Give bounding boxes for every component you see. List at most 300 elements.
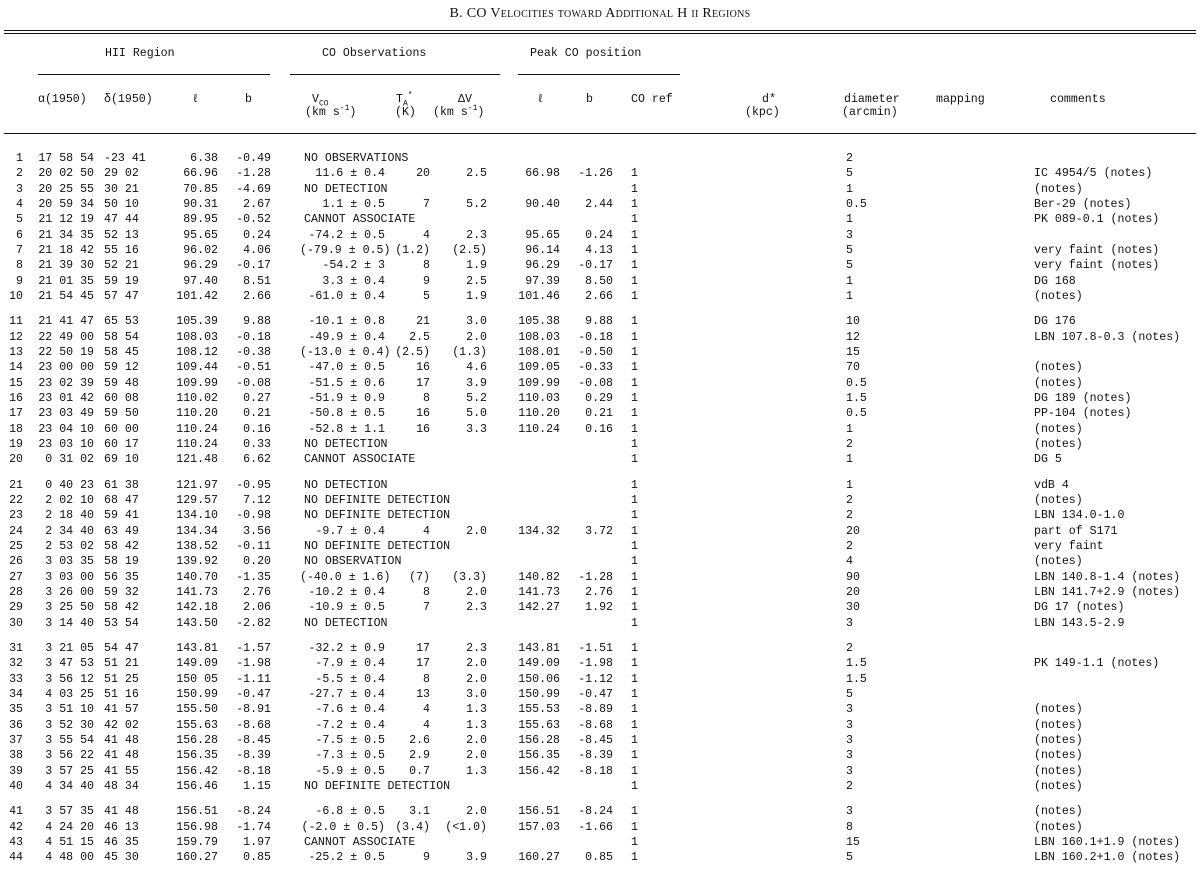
cell-n: 32 xyxy=(9,657,23,671)
cell-dv: 1.9 xyxy=(466,259,487,273)
cell-diam: 5 xyxy=(846,244,853,258)
cell-b: -0.51 xyxy=(236,361,271,375)
cell-b: 2.66 xyxy=(243,290,271,304)
cell-vco: -25.2 ± 0.5 xyxy=(308,851,385,865)
cell-ra: 21 41 47 xyxy=(38,315,94,329)
cell-ta: 4 xyxy=(423,524,430,538)
cell-com: (notes) xyxy=(1034,376,1083,390)
group-header-peak: Peak CO position xyxy=(530,47,642,60)
cell-pl: 156.28 xyxy=(518,734,560,747)
cell-pl: 150.99 xyxy=(518,687,560,701)
cell-dec: 68 47 xyxy=(104,493,139,507)
cell-ta: 17 xyxy=(416,657,430,671)
cell-l: 105.39 xyxy=(176,315,218,329)
cell-pl: 110.24 xyxy=(518,422,560,436)
cell-pb: -1.28 xyxy=(578,570,613,584)
cell-b: 4.06 xyxy=(243,244,271,258)
cell-pb: -8.24 xyxy=(578,805,613,819)
cell-n: 26 xyxy=(9,555,23,569)
cell-dv: (1.3) xyxy=(452,346,487,359)
cell-pb: -8.89 xyxy=(578,703,613,717)
col-header-dv: ΔV xyxy=(458,93,472,106)
cell-n: 8 xyxy=(16,259,23,273)
cell-pb: 3.72 xyxy=(585,524,613,538)
cell-dv: 3.0 xyxy=(466,687,487,701)
cell-pb: -1.26 xyxy=(578,167,613,181)
cell-ta: 3.1 xyxy=(409,805,430,819)
cell-pb: -0.08 xyxy=(578,376,613,390)
cell-pb: 2.66 xyxy=(585,290,613,304)
cell-n: 19 xyxy=(9,438,23,452)
cell-dec: 52 21 xyxy=(104,259,139,273)
cell-diam: 2 xyxy=(846,641,853,655)
cell-dec: 41 48 xyxy=(104,805,139,819)
cell-b: -0.98 xyxy=(236,509,271,523)
cell-com: DG 168 xyxy=(1034,274,1076,288)
cell-n: 31 xyxy=(9,641,23,655)
cell-dec: 30 21 xyxy=(104,182,139,196)
cell-dv: (2.5) xyxy=(452,244,487,258)
cell-ref: 1 xyxy=(631,555,638,569)
cell-l: 156.46 xyxy=(176,780,218,794)
cell-diam: 2 xyxy=(846,152,853,165)
cell-dv: 3.0 xyxy=(466,315,487,329)
cell-n: 35 xyxy=(9,703,23,717)
cell-ra: 22 50 19 xyxy=(38,346,94,359)
cell-com: very faint (notes) xyxy=(1034,259,1160,273)
cell-l: 134.10 xyxy=(176,509,218,523)
cell-ta: 21 xyxy=(416,315,430,329)
cell-com: LBN 107.8-0.3 (notes) xyxy=(1034,330,1181,344)
cell-b: -8.18 xyxy=(236,764,271,778)
cell-n: 25 xyxy=(9,540,23,553)
cell-ta: (2.5) xyxy=(395,346,430,359)
cell-ra: 21 54 45 xyxy=(38,290,94,304)
cell-pb: 0.85 xyxy=(585,851,613,865)
cell-ta: 9 xyxy=(423,274,430,288)
cell-ta: (3.4) xyxy=(395,820,430,834)
cell-diam: 2 xyxy=(846,780,853,794)
cell-pb: 2.44 xyxy=(585,198,613,212)
cell-pl: 97.39 xyxy=(525,274,560,288)
cell-ta: 2.9 xyxy=(409,749,430,763)
cell-ta: 17 xyxy=(416,376,430,390)
cell-vco: -51.5 ± 0.6 xyxy=(308,376,385,390)
cell-n: 36 xyxy=(9,718,23,732)
top-rule-double xyxy=(4,33,1196,34)
cell-ref: 1 xyxy=(631,330,638,344)
cell-pb: 0.16 xyxy=(585,422,613,436)
cell-pl: 155.63 xyxy=(518,718,560,732)
cell-diam: 5 xyxy=(846,851,853,865)
cell-vco: NO DEFINITE DETECTION xyxy=(304,780,451,794)
cell-l: 121.48 xyxy=(176,453,218,467)
cell-b: -0.95 xyxy=(236,478,271,492)
cell-b: -0.08 xyxy=(236,376,271,390)
cell-l: 97.40 xyxy=(183,274,218,288)
cell-n: 2 xyxy=(16,167,23,181)
cell-vco: CANNOT ASSOCIATE xyxy=(304,213,416,227)
cell-b: 0.20 xyxy=(243,555,271,569)
cell-ref: 1 xyxy=(631,641,638,655)
cell-n: 38 xyxy=(9,749,23,763)
cell-n: 41 xyxy=(9,805,23,819)
cell-diam: 15 xyxy=(846,346,860,359)
cell-n: 21 xyxy=(9,478,23,492)
cell-com: LBN 141.7+2.9 (notes) xyxy=(1034,586,1181,600)
cell-ref: 1 xyxy=(631,764,638,778)
cell-vco: -7.5 ± 0.5 xyxy=(315,734,385,747)
cell-com: PK 149-1.1 (notes) xyxy=(1034,657,1160,671)
cell-com: (notes) xyxy=(1034,820,1083,834)
cell-ta: 2.6 xyxy=(409,734,430,747)
cell-pb: -0.50 xyxy=(578,346,613,359)
cell-dec: 59 12 xyxy=(104,361,139,375)
cell-dec: 58 19 xyxy=(104,555,139,569)
cell-diam: 1 xyxy=(846,290,853,304)
cell-ra: 17 58 54 xyxy=(38,152,94,165)
cell-dec: 59 19 xyxy=(104,274,139,288)
cell-l: 96.29 xyxy=(183,259,218,273)
cell-pb: -0.18 xyxy=(578,330,613,344)
cell-ref: 1 xyxy=(631,478,638,492)
cell-dec: -23 41 xyxy=(104,152,146,165)
cell-com: (notes) xyxy=(1034,764,1083,778)
cell-ref: 1 xyxy=(631,672,638,686)
cell-ta: 5 xyxy=(423,290,430,304)
cell-pl: 109.99 xyxy=(518,376,560,390)
col-header-vco xyxy=(312,93,329,109)
cell-l: 95.65 xyxy=(183,228,218,242)
cell-l: 121.97 xyxy=(176,478,218,492)
cell-vco: -47.0 ± 0.5 xyxy=(308,361,385,375)
cell-diam: 0.5 xyxy=(846,376,867,390)
col-header-peak-l: ℓ xyxy=(537,93,544,106)
cell-b: 0.24 xyxy=(243,228,271,242)
cell-pl: 101.46 xyxy=(518,290,560,304)
col-header-diameter: diameter xyxy=(844,93,900,106)
cell-l: 156.28 xyxy=(176,734,218,747)
cell-l: 139.92 xyxy=(176,555,218,569)
cell-pl: 105.38 xyxy=(518,315,560,329)
cell-dv: 2.3 xyxy=(466,601,487,615)
cell-ta: 8 xyxy=(423,672,430,686)
cell-n: 12 xyxy=(9,330,23,344)
cell-diam: 12 xyxy=(846,330,860,344)
cell-com: (notes) xyxy=(1034,703,1083,717)
cell-com: (notes) xyxy=(1034,805,1083,819)
cell-dec: 46 35 xyxy=(104,835,139,849)
cell-ref: 1 xyxy=(631,198,638,212)
cell-dec: 58 54 xyxy=(104,330,139,344)
cell-diam: 3 xyxy=(846,805,853,819)
cell-ra: 4 03 25 xyxy=(45,687,94,701)
cell-dec: 41 55 xyxy=(104,764,139,778)
cell-b: -0.38 xyxy=(236,346,271,359)
col-header-coref: CO ref xyxy=(631,93,673,106)
cell-b: 1.15 xyxy=(243,780,271,794)
cell-diam: 2 xyxy=(846,438,853,452)
group-rule-co xyxy=(290,74,500,75)
cell-ra: 21 39 30 xyxy=(38,259,94,273)
cell-b: -8.91 xyxy=(236,703,271,717)
cell-pb: -8.68 xyxy=(578,718,613,732)
ta-superscript: * xyxy=(407,91,413,101)
cell-com: part of S171 xyxy=(1034,524,1118,538)
group-header-co: CO Observations xyxy=(322,47,427,60)
cell-ref: 1 xyxy=(631,780,638,794)
cell-n: 11 xyxy=(9,315,23,329)
cell-pb: 4.13 xyxy=(585,244,613,258)
top-rule xyxy=(4,30,1196,31)
cell-ref: 1 xyxy=(631,851,638,865)
cell-ref: 1 xyxy=(631,392,638,406)
cell-pl: 143.81 xyxy=(518,641,560,655)
col-header-dv-unit xyxy=(433,106,484,119)
cell-diam: 3 xyxy=(846,718,853,732)
cell-ta: 4 xyxy=(423,718,430,732)
cell-com: Ber-29 (notes) xyxy=(1034,198,1132,212)
cell-ref: 1 xyxy=(631,835,638,849)
cell-pb: -8.45 xyxy=(578,734,613,747)
cell-vco: -10.2 ± 0.4 xyxy=(308,586,385,600)
cell-ra: 3 21 05 xyxy=(45,641,94,655)
cell-ref: 1 xyxy=(631,438,638,452)
cell-com: LBN 160.2+1.0 (notes) xyxy=(1034,851,1181,865)
cell-vco: CANNOT ASSOCIATE xyxy=(304,453,416,467)
cell-pl: 142.27 xyxy=(518,601,560,615)
cell-n: 28 xyxy=(9,586,23,600)
cell-com: (notes) xyxy=(1034,422,1083,436)
cell-diam: 20 xyxy=(846,524,860,538)
cell-ta: 4 xyxy=(423,228,430,242)
cell-l: 142.18 xyxy=(176,601,218,615)
cell-ta: (7) xyxy=(409,570,430,584)
cell-l: 155.50 xyxy=(176,703,218,717)
cell-dv: 3.3 xyxy=(466,422,487,436)
cell-l: 149.09 xyxy=(176,657,218,671)
cell-dec: 42 02 xyxy=(104,718,139,732)
cell-diam: 0.5 xyxy=(846,407,867,421)
cell-l: 156.51 xyxy=(176,805,218,819)
cell-b: -0.49 xyxy=(236,152,271,165)
cell-b: 2.67 xyxy=(243,198,271,212)
cell-ta: 13 xyxy=(416,687,430,701)
cell-com: PK 089-0.1 (notes) xyxy=(1034,213,1160,227)
cell-com: (notes) xyxy=(1034,361,1083,375)
cell-vco: -74.2 ± 0.5 xyxy=(308,228,385,242)
cell-n: 22 xyxy=(9,493,23,507)
cell-pl: 96.14 xyxy=(525,244,560,258)
cell-ref: 1 xyxy=(631,244,638,258)
cell-ra: 23 03 10 xyxy=(38,438,94,452)
cell-vco: -7.2 ± 0.4 xyxy=(315,718,385,732)
cell-ref: 1 xyxy=(631,805,638,819)
cell-vco: NO OBSERVATION xyxy=(304,555,402,569)
cell-dv: 2.3 xyxy=(466,641,487,655)
col-header-comments: comments xyxy=(1050,93,1106,106)
cell-pl: 108.01 xyxy=(518,346,560,359)
cell-diam: 0.5 xyxy=(846,198,867,212)
cell-b: 0.16 xyxy=(243,422,271,436)
cell-ra: 3 03 00 xyxy=(45,570,94,584)
cell-ra: 21 01 35 xyxy=(38,274,94,288)
cell-vco: -51.9 ± 0.9 xyxy=(308,392,385,406)
group-rule-hii xyxy=(38,74,270,75)
cell-ta: 20 xyxy=(416,167,430,181)
cell-ra: 3 47 53 xyxy=(45,657,94,671)
cell-dec: 45 30 xyxy=(104,851,139,865)
cell-b: -8.24 xyxy=(236,805,271,819)
cell-n: 16 xyxy=(9,392,23,406)
cell-dec: 41 48 xyxy=(104,749,139,763)
cell-ref: 1 xyxy=(631,274,638,288)
cell-com: (notes) xyxy=(1034,290,1083,304)
cell-ta: 7 xyxy=(423,198,430,212)
cell-ra: 23 04 10 xyxy=(38,422,94,436)
cell-diam: 1.5 xyxy=(846,392,867,406)
cell-vco: -7.9 ± 0.4 xyxy=(315,657,385,671)
cell-ta: 8 xyxy=(423,586,430,600)
dv-unit-a: (km s xyxy=(433,106,468,119)
cell-b: 3.56 xyxy=(243,524,271,538)
cell-pb: -1.12 xyxy=(578,672,613,686)
cell-ta: 16 xyxy=(416,407,430,421)
cell-dec: 53 54 xyxy=(104,616,139,630)
cell-dv: 1.9 xyxy=(466,290,487,304)
cell-pl: 150.06 xyxy=(518,672,560,686)
cell-n: 14 xyxy=(9,361,23,375)
cell-n: 39 xyxy=(9,764,23,778)
dv-unit-sup: -1 xyxy=(467,104,478,114)
cell-diam: 15 xyxy=(846,835,860,849)
cell-pl: 140.82 xyxy=(518,570,560,584)
cell-pb: -8.18 xyxy=(578,764,613,778)
cell-n: 23 xyxy=(9,509,23,523)
col-header-diameter-unit: (arcmin) xyxy=(842,106,898,119)
cell-diam: 30 xyxy=(846,601,860,615)
cell-pb: 0.24 xyxy=(585,228,613,242)
cell-ra: 20 02 50 xyxy=(38,167,94,181)
cell-l: 110.24 xyxy=(176,422,218,436)
cell-diam: 70 xyxy=(846,361,860,375)
cell-dec: 47 44 xyxy=(104,213,139,227)
cell-vco: -49.9 ± 0.4 xyxy=(308,330,385,344)
cell-pl: 149.09 xyxy=(518,657,560,671)
cell-dec: 65 53 xyxy=(104,315,139,329)
cell-ra: 3 51 10 xyxy=(45,703,94,717)
cell-ref: 1 xyxy=(631,453,638,467)
cell-pl: 66.98 xyxy=(525,167,560,181)
cell-b: -1.74 xyxy=(236,820,271,834)
cell-pb: -0.33 xyxy=(578,361,613,375)
cell-ra: 3 52 30 xyxy=(45,718,94,732)
cell-l: 150 05 xyxy=(176,672,218,686)
cell-vco: -7.6 ± 0.4 xyxy=(315,703,385,717)
cell-b: -0.47 xyxy=(236,687,271,701)
cell-l: 66.96 xyxy=(183,167,218,181)
group-rule-peak xyxy=(518,74,680,75)
cell-pl: 134.32 xyxy=(518,524,560,538)
cell-dec: 46 13 xyxy=(104,820,139,834)
cell-vco: -61.0 ± 0.4 xyxy=(308,290,385,304)
cell-pl: 141.73 xyxy=(518,586,560,600)
cell-ra: 23 01 42 xyxy=(38,392,94,406)
cell-pl: 110.20 xyxy=(518,407,560,421)
cell-ra: 22 49 00 xyxy=(38,330,94,344)
cell-diam: 1 xyxy=(846,478,853,492)
cell-ra: 2 34 40 xyxy=(45,524,94,538)
cell-n: 24 xyxy=(9,524,23,538)
cell-ref: 1 xyxy=(631,820,638,834)
cell-pb: 9.88 xyxy=(585,315,613,329)
cell-vco: -5.5 ± 0.4 xyxy=(315,672,385,686)
cell-ref: 1 xyxy=(631,657,638,671)
cell-n: 6 xyxy=(16,228,23,242)
cell-diam: 1 xyxy=(846,213,853,227)
cell-n: 17 xyxy=(9,407,23,421)
cell-ra: 2 02 10 xyxy=(45,493,94,507)
ta-label: T xyxy=(396,93,403,106)
cell-l: 129.57 xyxy=(176,493,218,507)
cell-ta: 16 xyxy=(416,361,430,375)
cell-dec: 41 57 xyxy=(104,703,139,717)
cell-ref: 1 xyxy=(631,718,638,732)
cell-dec: 54 47 xyxy=(104,641,139,655)
cell-vco: (-79.9 ± 0.5) xyxy=(300,244,391,258)
cell-pb: 0.21 xyxy=(585,407,613,421)
cell-vco: -27.7 ± 0.4 xyxy=(308,687,385,701)
cell-diam: 8 xyxy=(846,820,853,834)
cell-dv: 2.5 xyxy=(466,274,487,288)
cell-b: 2.76 xyxy=(243,586,271,600)
cell-diam: 5 xyxy=(846,167,853,181)
cell-ta: 2.5 xyxy=(409,330,430,344)
cell-pb: 1.92 xyxy=(585,601,613,615)
cell-ra: 23 00 00 xyxy=(38,361,94,375)
cell-ta: 4 xyxy=(423,703,430,717)
cell-pb: -0.47 xyxy=(578,687,613,701)
cell-dec: 41 48 xyxy=(104,734,139,747)
cell-n: 3 xyxy=(16,182,23,196)
cell-dec: 52 13 xyxy=(104,228,139,242)
cell-b: 9.88 xyxy=(243,315,271,329)
cell-pl: 110.03 xyxy=(518,392,560,406)
cell-ta: (1.2) xyxy=(395,244,430,258)
cell-ref: 1 xyxy=(631,361,638,375)
cell-vco: 3.3 ± 0.4 xyxy=(322,274,385,288)
cell-ra: 20 25 55 xyxy=(38,182,94,196)
col-header-ta-unit: (K) xyxy=(395,106,416,119)
cell-diam: 2 xyxy=(846,540,853,553)
col-header-ta xyxy=(396,91,413,109)
cell-dv: 1.3 xyxy=(466,764,487,778)
cell-vco: -7.3 ± 0.5 xyxy=(315,749,385,763)
cell-ra: 0 40 23 xyxy=(45,478,94,492)
cell-l: 143.50 xyxy=(176,616,218,630)
cell-vco: -10.1 ± 0.8 xyxy=(308,315,385,329)
cell-pl: 156.42 xyxy=(518,764,560,778)
cell-vco: -9.7 ± 0.4 xyxy=(315,524,385,538)
col-header-ra: α(1950) xyxy=(38,93,87,106)
cell-n: 33 xyxy=(9,672,23,686)
cell-pl: 90.40 xyxy=(525,198,560,212)
cell-n: 40 xyxy=(9,780,23,794)
vco-unit-a: (km s xyxy=(305,106,340,119)
cell-vco: NO DEFINITE DETECTION xyxy=(304,493,451,507)
cell-vco: NO OBSERVATIONS xyxy=(304,152,409,165)
header-bottom-rule xyxy=(4,133,1196,134)
